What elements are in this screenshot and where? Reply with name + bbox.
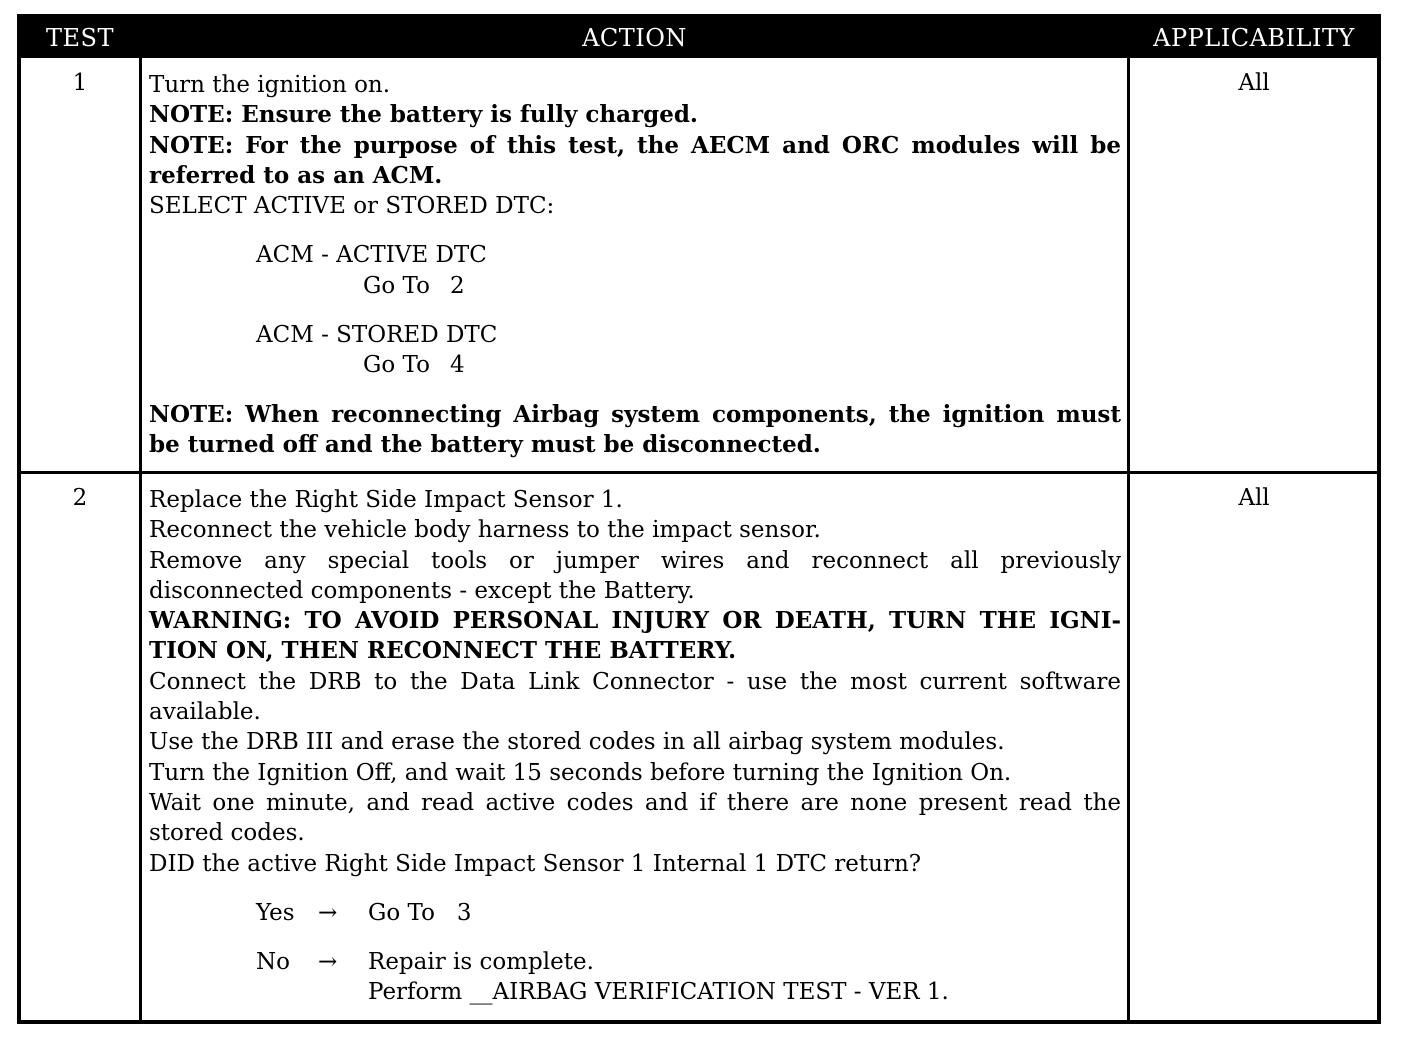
no-action-continued bbox=[149, 977, 1121, 1007]
column-divider bbox=[139, 18, 142, 1020]
action-line: Use the DRB III and erase the stored codes in all airbag system modules. bbox=[149, 729, 1005, 756]
action-line: Reconnect the vehicle body harness to the impact sensor. bbox=[149, 517, 821, 544]
yes-branch bbox=[149, 898, 1121, 928]
note: NOTE: When reconnecting Airbag system components, the ignition must be turned off and the battery must be disconnected. bbox=[149, 400, 1121, 458]
action-line: Connect the DRB to the Data Link Connector - use the most current software available. bbox=[149, 668, 1121, 726]
test-number: 2 bbox=[72, 485, 88, 511]
action-cell-2 bbox=[149, 485, 1121, 1008]
option-label: ACM - STORED DTC bbox=[256, 322, 498, 349]
action-line: Turn the ignition on. bbox=[149, 72, 391, 98]
note: NOTE: For the purpose of this test, the AECM and ORC modules will be referred to as an ACM. bbox=[149, 131, 1121, 189]
action-line: Wait one minute, and read active codes and if there are none present read the stored codes. bbox=[149, 789, 1121, 847]
diagnostic-table bbox=[17, 14, 1381, 1024]
action-line: SELECT ACTIVE or STORED DTC: bbox=[149, 193, 555, 220]
header-test: TEST bbox=[46, 24, 114, 52]
goto-number: 4 bbox=[449, 352, 465, 379]
yes-label: Yes bbox=[256, 899, 295, 926]
no-branch bbox=[149, 947, 1121, 977]
arrow-icon: → bbox=[318, 949, 338, 976]
action-line: Turn the Ignition Off, and wait 15 seconds before turning the Ignition On. bbox=[149, 759, 1012, 786]
goto-label: Go To bbox=[363, 352, 430, 379]
row-divider bbox=[21, 471, 1377, 474]
action-line: Replace the Right Side Impact Sensor 1. bbox=[149, 487, 623, 513]
table-header bbox=[21, 18, 1377, 58]
header-action: ACTION bbox=[582, 24, 687, 52]
no-action-perform: Perform __AIRBAG VERIFICATION TEST - VER 1. bbox=[368, 979, 949, 1006]
arrow-icon: → bbox=[318, 899, 338, 926]
goto-line bbox=[149, 271, 1121, 301]
applicability-value: All bbox=[1238, 70, 1270, 96]
warning: WARNING: TO AVOID PERSONAL INJURY OR DEATH, TURN THE IGNI- TION ON, THEN RECONNECT THE BATTERY. bbox=[149, 607, 1121, 665]
note: NOTE: Ensure the battery is fully charged. bbox=[149, 101, 698, 129]
header-applicability: APPLICABILITY bbox=[1153, 24, 1355, 52]
no-label: No bbox=[256, 949, 290, 976]
action-cell-1 bbox=[149, 70, 1121, 460]
yes-action: Go To 3 bbox=[368, 899, 472, 926]
action-line: Remove any special tools or jumper wires and reconnect all previously disconnected components - except the Battery. bbox=[149, 547, 1121, 604]
applicability-value: All bbox=[1238, 485, 1270, 511]
test-number: 1 bbox=[72, 70, 88, 96]
goto-line bbox=[149, 350, 1121, 380]
column-divider bbox=[1127, 18, 1130, 1020]
no-action: Repair is complete. bbox=[368, 949, 594, 976]
goto-label: Go To bbox=[363, 272, 430, 299]
option-label: ACM - ACTIVE DTC bbox=[256, 242, 487, 269]
question: DID the active Right Side Impact Sensor 1 Internal 1 DTC return? bbox=[149, 850, 922, 877]
goto-number: 2 bbox=[449, 272, 465, 299]
